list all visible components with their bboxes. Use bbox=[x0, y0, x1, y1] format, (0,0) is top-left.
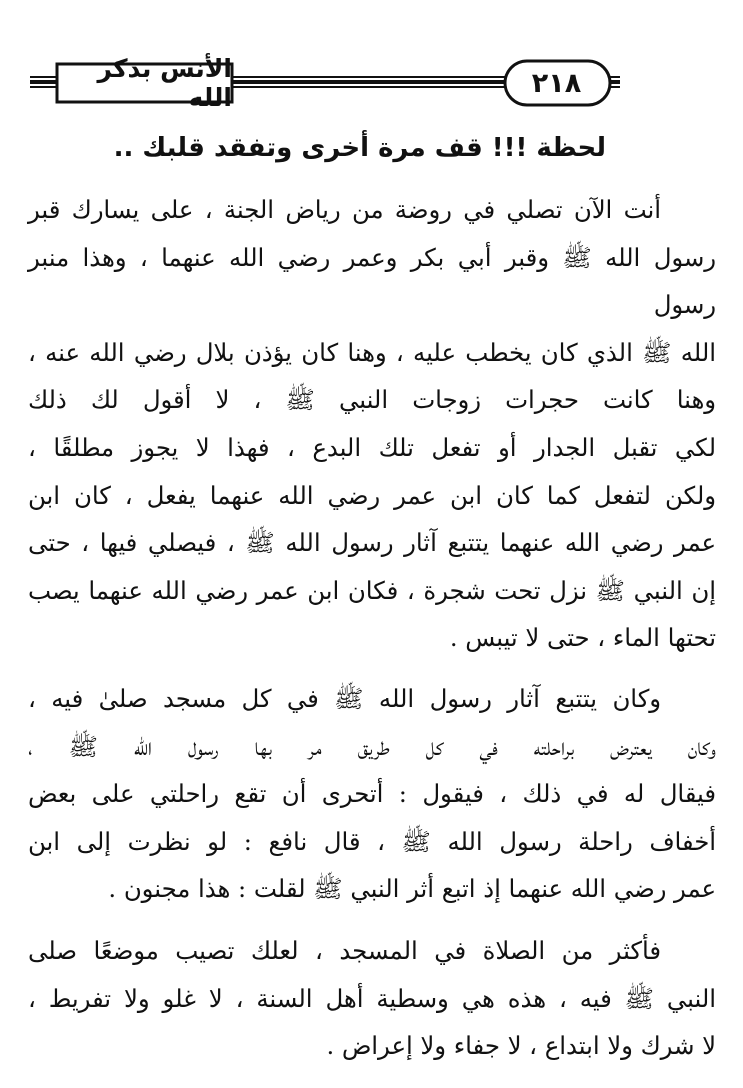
paragraph-3 bbox=[28, 927, 716, 1070]
text-line: إن النبي ﷺ نزل تحت شجرة ، فكان ابن عمر رضي الله عنهما يصب bbox=[28, 575, 716, 605]
text-line: ولكن لتفعل كما كان ابن عمر رضي الله عنهما يفعل ، كان ابن bbox=[28, 480, 716, 510]
text-line: لكي تقبل الجدار أو تفعل تلك البدع ، فهذا لا يجوز مطلقًا ، bbox=[28, 432, 716, 462]
text-line: وكان يعترض براحلته في كل طريق مر بها رسول الله ﷺ ، bbox=[28, 731, 716, 761]
page-body bbox=[28, 128, 716, 1070]
text-line: رسول الله ﷺ وقبر أبي بكر وعمر رضي الله عنهما ، وهذا منبر رسول bbox=[28, 242, 716, 320]
text-line: وكان يتتبع آثار رسول الله ﷺ في كل مسجد صلىٰ فيه ، bbox=[28, 683, 661, 713]
section-title: لحظة !!! قف مرة أخرى وتفقد قلبك .. bbox=[113, 133, 606, 163]
text-line: عمر رضي الله عنهما إذ اتبع أثر النبي ﷺ لقلت : هذا مجنون . bbox=[108, 874, 716, 904]
text-line: لا شرك ولا ابتداع ، لا جفاء ولا إعراض . bbox=[326, 1031, 716, 1061]
text-line: تحتها الماء ، حتى لا تيبس . bbox=[449, 623, 716, 653]
text-line: أنت الآن تصلي في روضة من رياض الجنة ، على يسارك قبر bbox=[28, 195, 661, 224]
text-line: فأكثر من الصلاة في المسجد ، لعلك تصيب موضعًا صلى bbox=[28, 935, 661, 965]
book-title: الأنس بذكر الله bbox=[97, 54, 232, 112]
text-line: النبي ﷺ فيه ، هذه هي وسطية أهل السنة ، لا غلو ولا تفريط ، bbox=[28, 983, 716, 1013]
text-line: أخفاف راحلة رسول الله ﷺ ، قال نافع : لو نظرت إلى ابن bbox=[28, 826, 716, 856]
text-line: فيقال له في ذلك ، فيقول : أتحرى أن تقع راحلتي على بعض bbox=[28, 779, 716, 809]
text-line: عمر رضي الله عنهما يتتبع آثار رسول الله ﷺ ، فيصلي فيها ، حتى bbox=[28, 528, 716, 558]
page-header bbox=[0, 0, 743, 120]
page-number: ٢١٨ bbox=[531, 67, 582, 99]
text-line: وهنا كانت حجرات زوجات النبي ﷺ ، لا أقول لك ذلك bbox=[28, 385, 716, 415]
paragraph-1 bbox=[28, 186, 716, 662]
paragraph-2 bbox=[28, 675, 716, 913]
text-line: الله ﷺ الذي كان يخطب عليه ، وهنا كان يؤذن بلال رضي الله عنه ، bbox=[28, 337, 716, 367]
